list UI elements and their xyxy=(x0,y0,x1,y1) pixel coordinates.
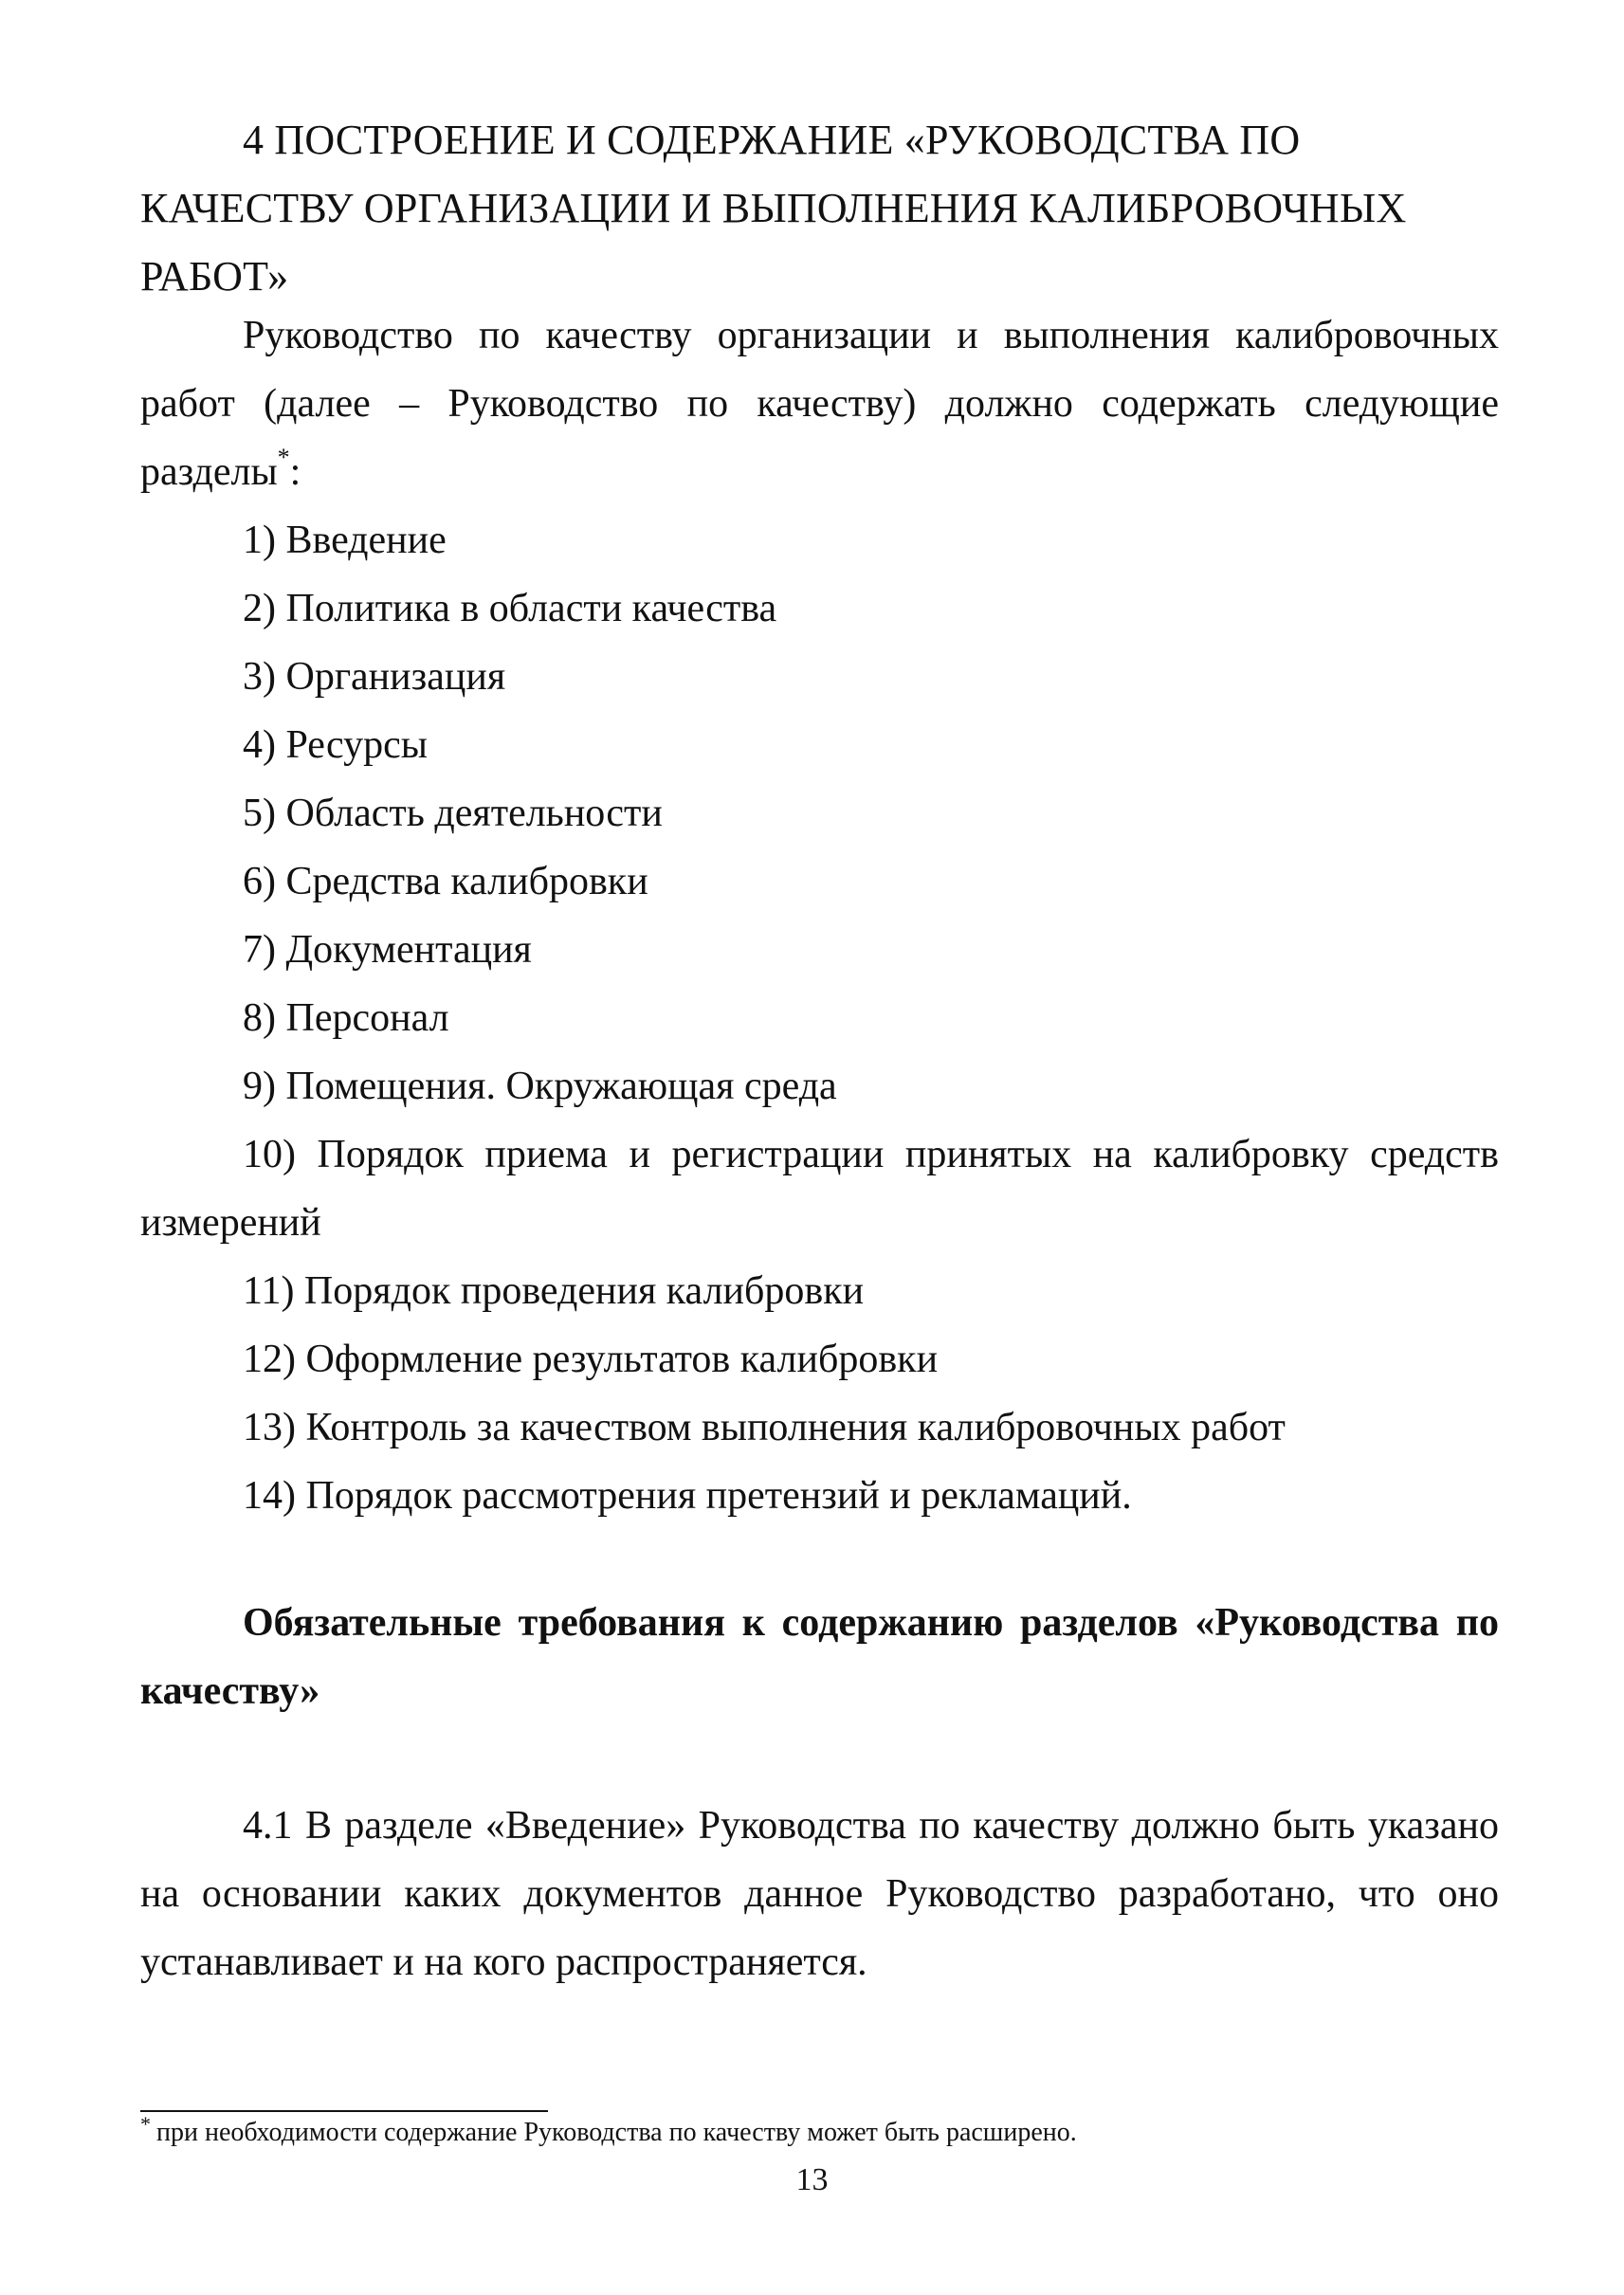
list-item: 10) Порядок приема и регистрации принятых на калибровку средств измерений xyxy=(140,1133,1499,1245)
list-item: 5) Область деятельности xyxy=(243,792,663,835)
list-item: 13) Контроль за качеством выполнения калибровочных работ xyxy=(243,1406,1286,1449)
list-item: 6) Средства калибровки xyxy=(243,860,648,903)
footnote-divider xyxy=(140,2110,548,2112)
list-item: 3) Организация xyxy=(243,655,506,699)
paragraph-4-1: 4.1 В разделе «Введение» Руководства по качеству должно быть указано на основании каких документов данное Руководство разработано, что оно устанавливает и на кого распространяется. xyxy=(140,1804,1499,1984)
list-item: 4) Ресурсы xyxy=(243,723,428,767)
list-item: 7) Документация xyxy=(243,928,532,972)
intro-text: Руководство по качеству организации и выполнения калибровочных работ (далее – Руководство по качеству) должно содержать следующие разделы xyxy=(140,314,1499,494)
intro-tail: : xyxy=(289,450,301,494)
footnote-reference: * xyxy=(277,444,290,471)
sections-list xyxy=(140,506,1499,1530)
page-number: 13 xyxy=(795,2162,829,2197)
list-item: 8) Персонал xyxy=(243,996,449,1040)
list-item: 11) Порядок проведения калибровки xyxy=(243,1269,865,1313)
list-item: 14) Порядок рассмотрения претензий и рекламаций. xyxy=(243,1474,1132,1518)
footnote-text: при необходимости содержание Руководства по качеству может быть расширено. xyxy=(156,2118,1077,2147)
list-item: 12) Оформление результатов калибровки xyxy=(243,1338,939,1381)
footnote-mark: * xyxy=(140,2112,151,2136)
intro-paragraph xyxy=(140,301,1499,506)
list-item: 1) Введение xyxy=(243,519,447,562)
list-item: 9) Помещения. Окружающая среда xyxy=(243,1065,837,1108)
section-heading: 4 ПОСТРОЕНИЕ И СОДЕРЖАНИЕ «РУКОВОДСТВА ПО КАЧЕСТВУ ОРГАНИЗАЦИИ И ВЫПОЛНЕНИЯ КАЛИБРОВОЧНЫХ РАБОТ» xyxy=(140,117,1407,300)
requirements-subheading: Обязательные требования к содержанию разделов «Руководства по качеству» xyxy=(140,1601,1499,1713)
footnote xyxy=(140,2114,1499,2152)
list-item: 2) Политика в области качества xyxy=(243,587,777,630)
